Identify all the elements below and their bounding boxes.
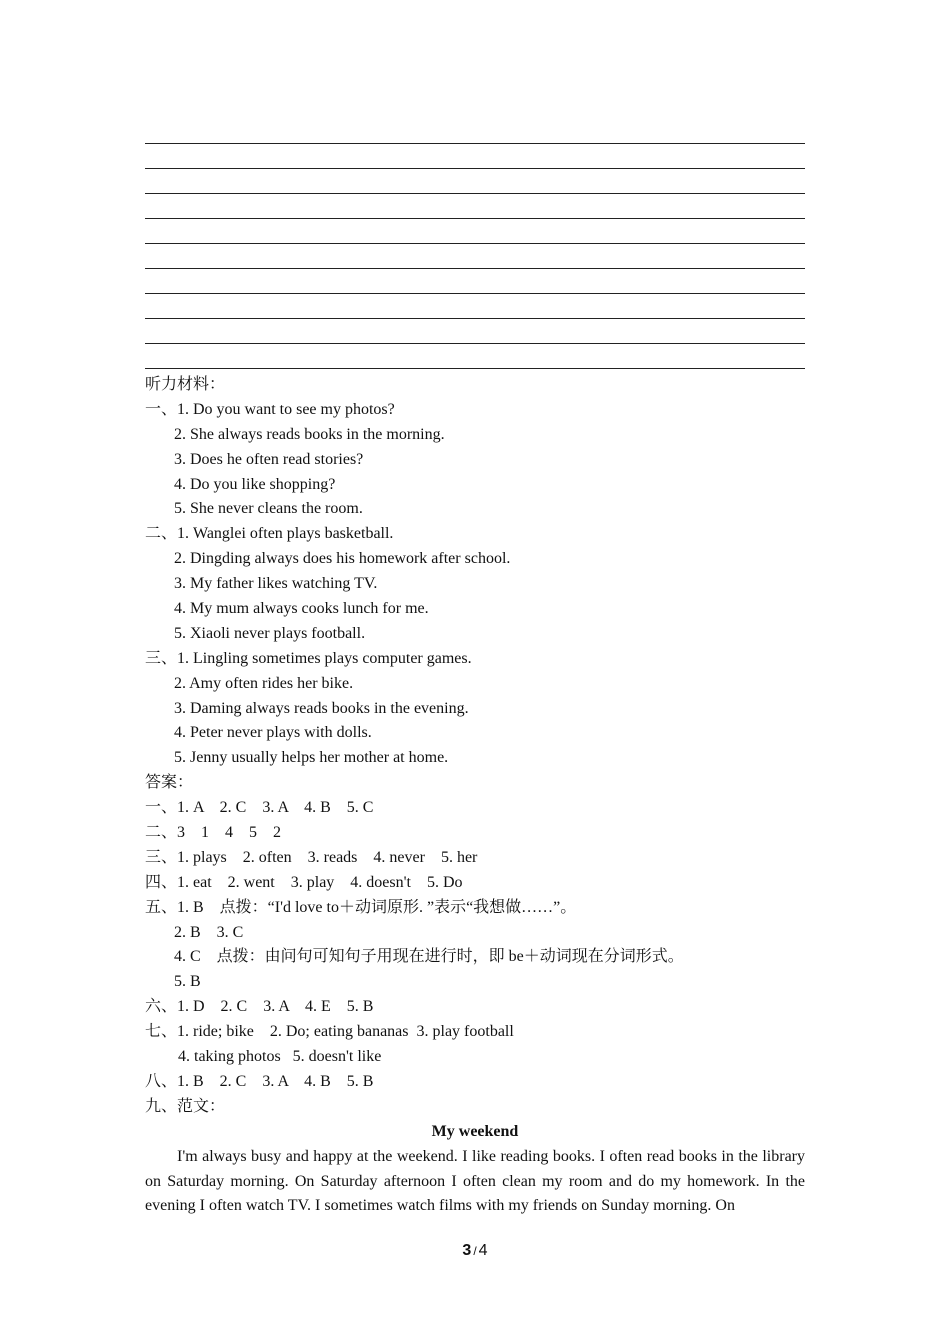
answer-line: 六、1. D 2. C 3. A 4. E 5. B <box>145 998 374 1016</box>
listening-line: 4. My mum always cooks lunch for me. <box>174 600 429 618</box>
answer-line: 八、1. B 2. C 3. A 4. B 5. B <box>145 1072 374 1090</box>
answer-line: 二、3 1 4 5 2 <box>145 824 282 842</box>
page-separator: / <box>473 1244 477 1258</box>
answer-line: 一、1. A 2. C 3. A 4. B 5. C <box>145 799 374 817</box>
writing-line <box>145 168 805 169</box>
answer-line: 五、1. B 点拨：“I'd love to＋动词原形. ”表示“我想做……”。 <box>145 898 577 916</box>
listening-line: 5. Xiaoli never plays football. <box>174 624 366 642</box>
writing-line <box>145 318 805 319</box>
writing-lines <box>145 143 805 393</box>
answer-line: 4. taking photos 5. doesn't like <box>178 1048 382 1066</box>
answers-list <box>145 796 805 1120</box>
answer-line: 三、1. plays 2. often 3. reads 4. never 5. her <box>145 848 478 866</box>
answer-line: 四、1. eat 2. went 3. play 4. doesn't 5. Do <box>145 873 463 891</box>
listening-line: 5. Jenny usually helps her mother at home. <box>174 749 449 767</box>
listening-line: 5. She never cleans the room. <box>174 500 363 518</box>
answer-line: 2. B 3. C <box>174 923 244 941</box>
writing-line <box>145 343 805 344</box>
main-content <box>145 373 805 1219</box>
listening-line: 三、1. Lingling sometimes plays computer games. <box>145 649 472 667</box>
listening-line: 二、1. Wanglei often plays basketball. <box>145 525 394 543</box>
answer-line: 4. C 点拨：由问句可知句子用现在进行时，即 be＋动词现在分词形式。 <box>174 948 684 966</box>
answer-line: 九、范文： <box>145 1097 226 1115</box>
listening-list <box>145 398 805 771</box>
answer-line: 5. B <box>174 973 201 991</box>
writing-line <box>145 368 805 369</box>
writing-line <box>145 143 805 144</box>
writing-line <box>145 268 805 269</box>
essay-title: My weekend <box>431 1122 519 1140</box>
listening-line: 一、1. Do you want to see my photos? <box>145 400 395 418</box>
writing-line <box>145 218 805 219</box>
listening-line: 4. Do you like shopping? <box>174 475 336 493</box>
listening-line: 3. Does he often read stories? <box>174 450 364 468</box>
writing-line <box>145 293 805 294</box>
writing-line <box>145 243 805 244</box>
listening-line: 3. My father likes watching TV. <box>174 575 378 593</box>
current-page: 3 <box>462 1242 472 1259</box>
answers-heading: 答案： <box>145 774 194 792</box>
total-pages: 4 <box>478 1242 488 1259</box>
answer-line: 七、1. ride; bike 2. Do; eating bananas 3. play football <box>145 1023 514 1041</box>
listening-line: 3. Daming always reads books in the evening. <box>174 699 469 717</box>
listening-line: 2. She always reads books in the morning. <box>174 425 445 443</box>
listening-heading: 听力材料： <box>145 376 226 393</box>
listening-line: 4. Peter never plays with dolls. <box>174 724 372 742</box>
writing-line <box>145 193 805 194</box>
page-number <box>0 1242 950 1260</box>
listening-line: 2. Amy often rides her bike. <box>174 674 354 692</box>
listening-line: 2. Dingding always does his homework after school. <box>174 550 511 568</box>
essay-body: I'm always busy and happy at the weekend. I like reading books. I often read books in the library on Saturday morning. On Saturday afternoon I often clean my room and do my homework. In the evening I often watch TV. I sometimes watch films with my friends on Sunday morning. On <box>145 1147 805 1215</box>
